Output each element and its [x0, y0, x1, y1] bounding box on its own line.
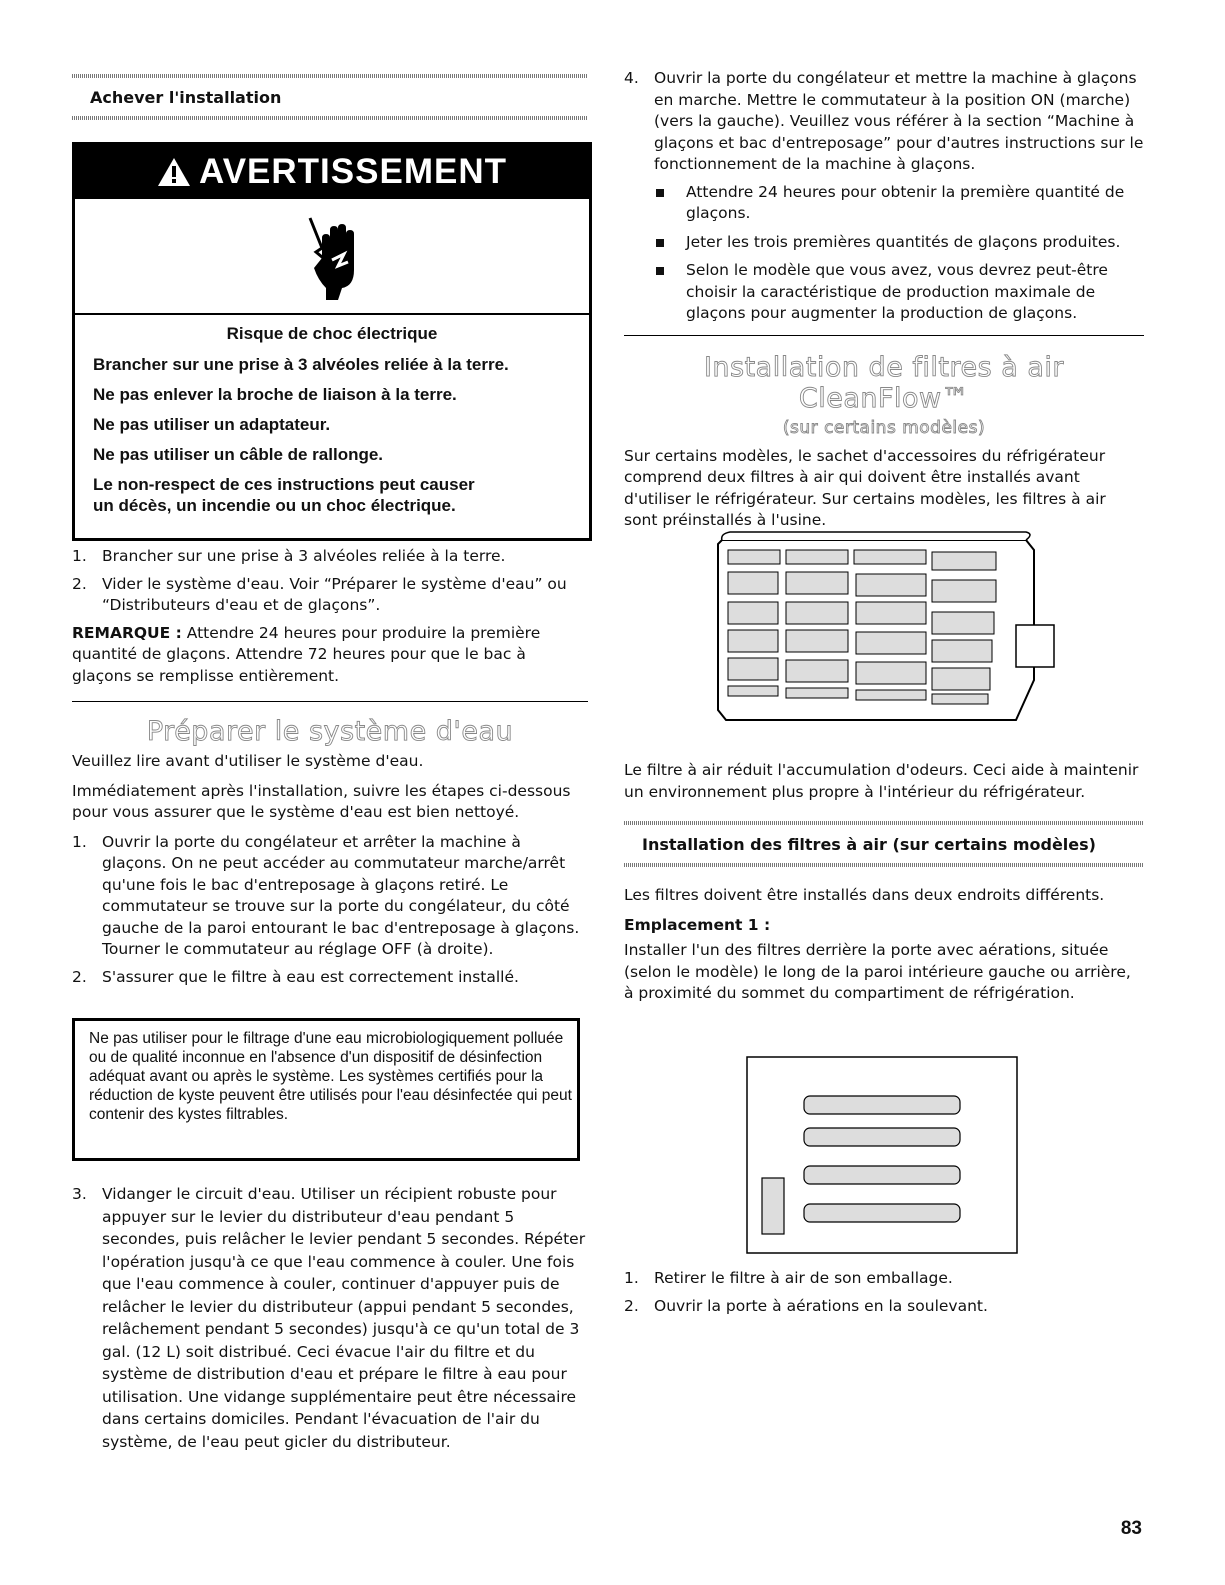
bullet-item: Selon le modèle que vous avez, vous devrez peut-être choisir la caractéristique de production maximale de glaçons pour augmenter la production de glaçons.: [654, 260, 1144, 325]
warning-consequence: Le non-respect de ces instructions peut causer: [93, 475, 475, 494]
section-title: Achever l'installation: [90, 88, 282, 107]
heading-water-system: Préparer le système d'eau: [146, 716, 514, 747]
vent-door-illustration: [746, 1056, 1018, 1256]
electric-shock-hand-icon: [75, 199, 589, 315]
paragraph: Les filtres doivent être installés dans deux endroits différents.: [624, 886, 1105, 904]
list-item: 4. Ouvrir la porte du congélateur et mettre la machine à glaçons en marche. Mettre le commutateur à la position ON (marche) (vers la gauche). Veuillez vous référer à la section “Machine à glaçons et bac d'entreposage” pour d'autres instructions sur le fonctionnement de la machine à glaçons. Attendre 24 heures pour obtenir la première quantité de glaçons. Jeter les trois premières quantités de glaçons produites. Selon le modèle que vous avez, vous devrez peut-être choisir la caractéristique de production maximale de glaçons pour augmenter la production de glaçons.: [624, 68, 1144, 325]
warning-text: [75, 323, 589, 516]
right-body-3: [624, 1268, 1144, 1323]
paragraph: Installer l'un des filtres derrière la porte avec aérations, située (selon le modèle) le long de la paroi intérieure gauche ou arrière, à proximité du sommet du compartiment de réfrigération.: [624, 941, 1131, 1002]
subhead-install: Installation des filtres à air (sur certains modèles): [642, 835, 1096, 854]
warning-title: Risque de choc électrique: [226, 324, 438, 343]
heading-air-filters: Installation de filtres à air CleanFlow™: [703, 351, 1065, 414]
paragraph: Le filtre à air réduit l'accumulation d'odeurs. Ceci aide à maintenir un environnement plus propre à l'intérieur du réfrigérateur.: [624, 761, 1139, 801]
warning-line: Ne pas enlever la broche de liaison à la terre.: [93, 385, 457, 404]
paragraph: Immédiatement après l'installation, suivre les étapes ci-dessous pour vous assurer que le système d'eau est bien nettoyé.: [72, 781, 571, 821]
warning-line: Ne pas utiliser un câble de rallonge.: [93, 445, 384, 464]
bullet-item: Attendre 24 heures pour obtenir la première quantité de glaçons.: [654, 182, 1144, 225]
emplacement-label: Emplacement 1 :: [624, 915, 771, 934]
heading-air-filters-sub: (sur certains modèles): [782, 417, 986, 438]
warning-line: Ne pas utiliser un adaptateur.: [93, 415, 331, 434]
warning-line: Brancher sur une prise à 3 alvéoles reliée à la terre.: [93, 355, 509, 374]
list-item: 1. Ouvrir la porte du congélateur et arrêter la machine à glaçons. On ne peut accéder au commutateur marche/arrêt qu'une fois le bac d'entreposage à glaçons retiré. Le commutateur se trouve sur la porte du congélateur, du côté gauche de la paroi entourant le bac d'entreposage à glaçons. Tourner le commutateur au réglage OFF (à droite).: [72, 832, 580, 958]
steps-list: [72, 546, 588, 617]
paragraph: Sur certains modèles, le sachet d'accessoires du réfrigérateur comprend deux filtres à air qui doivent être installés avant d'utiliser le réfrigérateur. Sur certains modèles, les filtres à air sont préinstallés à l'usine.: [624, 446, 1106, 529]
hatch-divider: [624, 863, 1144, 867]
bullet-item: Jeter les trois premières quantités de glaçons produites.: [654, 232, 1144, 254]
list-item: 2. S'assurer que le filtre à eau est correctement installé.: [72, 967, 519, 986]
left-body-2: [72, 1183, 588, 1459]
paragraph: Veuillez lire avant d'utiliser le système d'eau.: [72, 752, 424, 770]
steps-list: [624, 1268, 1144, 1317]
air-filter-illustration: [716, 530, 1056, 726]
warning-header: AVERTISSEMENT: [75, 145, 589, 199]
left-body-1: [72, 546, 588, 994]
note-box: Ne pas utiliser pour le filtrage d'une eau microbiologiquement polluée ou de qualité inconnue en l'absence d'un dispositif de désinfection adéquat avant ou après le système. Les systèmes certifiés pour la réduction de kyste peuvent être utilisés pour l'eau désinfectée qui peut contenir des kystes filtrables.: [72, 1018, 580, 1161]
list-item: 1. Brancher sur une prise à 3 alvéoles reliée à la terre.: [72, 547, 506, 565]
list-item: 2. Ouvrir la porte à aérations en la soulevant.: [624, 1296, 988, 1315]
remarque-paragraph: REMARQUE : Attendre 24 heures pour produire la première quantité de glaçons. Attendre 72 heures pour que le bac à glaçons se remplisse entièrement.: [72, 623, 541, 685]
bullet-list: [654, 182, 1144, 325]
warning-consequence: un décès, un incendie ou un choc électrique.: [93, 496, 456, 515]
steps-list: [72, 832, 588, 989]
steps-list: [624, 68, 1144, 325]
right-body-2: [624, 760, 1144, 1013]
list-item: 1. Retirer le filtre à air de son emballage.: [624, 1269, 953, 1287]
steps-list: [72, 1183, 588, 1453]
section-divider: [72, 701, 588, 702]
left-column: [72, 0, 588, 120]
section-divider: [624, 335, 1144, 336]
right-column: [624, 68, 1144, 540]
warning-box: [72, 142, 592, 541]
warning-triangle-icon: [157, 157, 191, 187]
page-number: 83: [1120, 1518, 1142, 1539]
list-item: 3. Vidanger le circuit d'eau. Utiliser un récipient robuste pour appuyer sur le levier du distributeur d'eau pendant 5 secondes, puis relâcher le levier pendant 5 secondes. Répéter l'opération jusqu'à ce que l'eau commence à couler. Une fois que l'eau commence à couler, continuer d'appuyer puis de relâcher le levier du distributeur (appui pendant 5 secondes, relâchement pendant 5 secondes) jusqu'à ce qu'un total de 3 gal. (12 L) soit distribué. Ceci évacue l'air du filtre et du système de distribution d'eau et prépare le filtre à eau pour utilisation. Une vidange supplémentaire peut être nécessaire dans certains domiciles. Pendant l'évacuation de l'air du système, de l'eau peut gicler du distributeur.: [72, 1185, 586, 1451]
hatch-divider: [72, 116, 588, 120]
list-item: 2. Vider le système d'eau. Voir “Préparer le système d'eau” ou “Distributeurs d'eau et de glaçons”.: [72, 574, 567, 614]
